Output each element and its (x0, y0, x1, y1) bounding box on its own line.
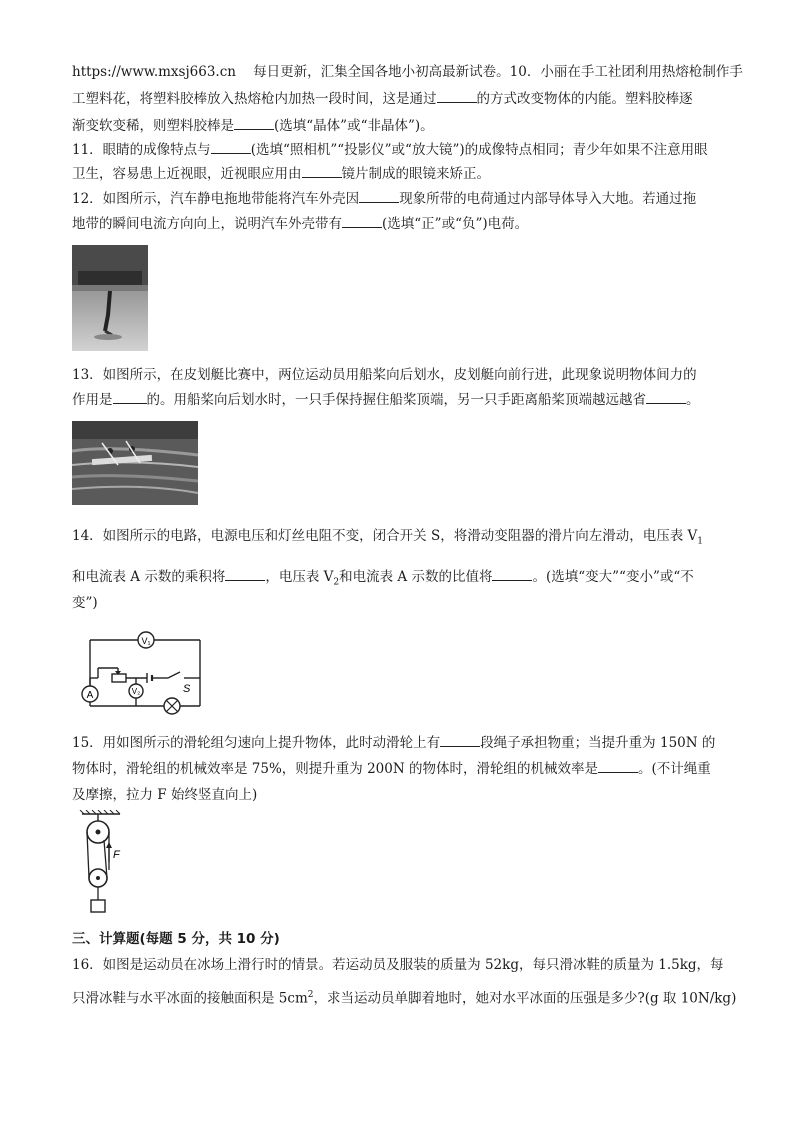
q11-text-b: (选填“照相机”“投影仪”或“放大镜”)的成像特点相同；青少年如果不注意用眼 (250, 142, 708, 158)
q13-blank-2[interactable] (646, 391, 686, 404)
force-arrow-icon (106, 842, 112, 848)
q16-text-b: 只滑冰鞋与水平冰面的接触面积是 5cm (72, 990, 308, 1007)
q16-sup: 2 (307, 990, 314, 1000)
q14-blank-2[interactable] (492, 568, 532, 581)
q12-text-c: 地带的瞬间电流方向向上，说明汽车外壳带有 (72, 216, 342, 232)
q16-text-a: 16．如图是运动员在冰场上滑行时的情景。若运动员及服装的质量为 52kg，每只滑冰鞋的质量为 1.5kg，每 (72, 957, 724, 973)
force-label: F (113, 849, 120, 861)
q15-text-e: 及摩擦，拉力 F 始终竖直向上) (72, 787, 258, 803)
q16-line-2 (72, 986, 736, 1008)
q10-text-d: 渐变软变稀，则塑料胶棒是 (72, 118, 234, 134)
q14-line-1 (72, 527, 703, 551)
q11-text-d: 镜片制成的眼镜来矫正。 (341, 166, 490, 182)
q10-line-2 (72, 90, 693, 108)
switch-label: S (183, 683, 191, 695)
q10-line-3 (72, 117, 434, 135)
kayak-race-photo (72, 421, 198, 505)
q12-text-a: 12．如图所示，汽车静电拖地带能将汽车外壳因 (72, 191, 360, 207)
q11-blank-1[interactable] (211, 141, 251, 154)
q13-text-a: 13．如图所示，在皮划艇比赛中，两位运动员用船桨向后划水，皮划艇向前行进，此现象说明物体间力的 (72, 367, 697, 383)
header-url[interactable]: https://www.mxsj663.cn (72, 64, 236, 80)
q14-line-2 (72, 568, 694, 592)
q14-sub-1: 1 (697, 536, 703, 547)
q15-blank-1[interactable] (440, 734, 480, 747)
q13-line-1 (72, 366, 697, 384)
q10-text-c: 的方式改变物体的内能。塑料胶棒逐 (476, 91, 693, 107)
q10-text-b: 工塑料花，将塑料胶棒放入热熔枪内加热一段时间，这是通过 (72, 91, 437, 107)
q12-text-b: 现象所带的电荷通过内部导体导入大地。若通过拖 (399, 191, 697, 207)
q15-blank-2[interactable] (598, 760, 638, 773)
car-static-strap-photo (72, 245, 148, 351)
q16-line-1 (72, 956, 724, 974)
q11-line-2 (72, 165, 490, 183)
q10-line-1 (72, 63, 743, 81)
q13-text-c: 的。用船桨向后划水时，一只手保持握住船桨顶端，另一只手距离船桨顶端越远越省 (146, 392, 646, 408)
q12-line-1 (72, 190, 696, 208)
q13-line-2 (72, 391, 700, 409)
q11-text-c: 卫生，容易患上近视眼，近视眼应用由 (72, 166, 302, 182)
q11-blank-2[interactable] (302, 165, 342, 178)
q14-blank-1[interactable] (225, 568, 265, 581)
q15-text-d: 。(不计绳重 (637, 761, 711, 777)
q11-text-a: 11．眼睛的成像特点与 (72, 142, 211, 158)
weight-block (91, 900, 105, 912)
q14-text-b: 和电流表 A 示数的乘积将 (72, 569, 226, 585)
ammeter-label: A (86, 690, 94, 701)
pulley-system-diagram (76, 810, 130, 918)
q15-line-3 (72, 786, 257, 804)
q14-text-d: 和电流表 A 示数的比值将 (339, 569, 493, 585)
q14-line-3 (72, 594, 98, 612)
q13-blank-1[interactable] (113, 391, 147, 404)
q15-text-b: 段绳子承担物重；当提升重为 150N 的 (480, 735, 716, 751)
q12-line-2 (72, 215, 528, 233)
q10-blank-1[interactable] (437, 90, 477, 103)
q12-text-d: (选填“正”或“负”)电荷。 (382, 216, 529, 232)
header-tagline: 每日更新，汇集全国各地小初高最新试卷。 (253, 64, 510, 80)
q10-blank-2[interactable] (234, 117, 274, 130)
circuit-diagram (72, 622, 208, 722)
q15-text-a: 15．用如图所示的滑轮组匀速向上提升物体，此时动滑轮上有 (72, 735, 441, 751)
q11-line-1 (72, 141, 708, 159)
section-3-title: 三、计算题(每题 5 分，共 10 分) (72, 931, 280, 947)
q13-text-b: 作用是 (72, 392, 113, 408)
q10-text-e: (选填“晶体”或“非晶体”)。 (274, 118, 434, 134)
q16-text-c: ，求当运动员单脚着地时，她对水平冰面的压强是多少?(g 取 10N/kg) (313, 990, 737, 1007)
q15-text-c: 物体时，滑轮组的机械效率是 75%，则提升重为 200N 的物体时，滑轮组的机械效率是 (72, 761, 598, 777)
v2-label: V₂ (131, 687, 141, 696)
q10-text-a: 10．小丽在手工社团利用热熔枪制作手 (509, 64, 743, 80)
q14-sub-2: 2 (333, 577, 340, 588)
q12-blank-1[interactable] (359, 190, 399, 203)
v1-label: V₁ (141, 636, 151, 646)
q13-text-d: 。 (686, 392, 700, 408)
q12-blank-2[interactable] (342, 215, 382, 228)
q14-text-f: 变”) (72, 595, 98, 611)
q15-line-2 (72, 760, 711, 778)
q14-text-a: 14．如图所示的电路，电源电压和灯丝电阻不变，闭合开关 S，将滑动变阻器的滑片向左滑动，电压表 V (72, 528, 698, 544)
q15-line-1 (72, 734, 715, 752)
q14-text-e: 。(选填“变大”“变小”或“不 (532, 569, 694, 585)
q14-text-c: ，电压表 V (265, 569, 334, 585)
